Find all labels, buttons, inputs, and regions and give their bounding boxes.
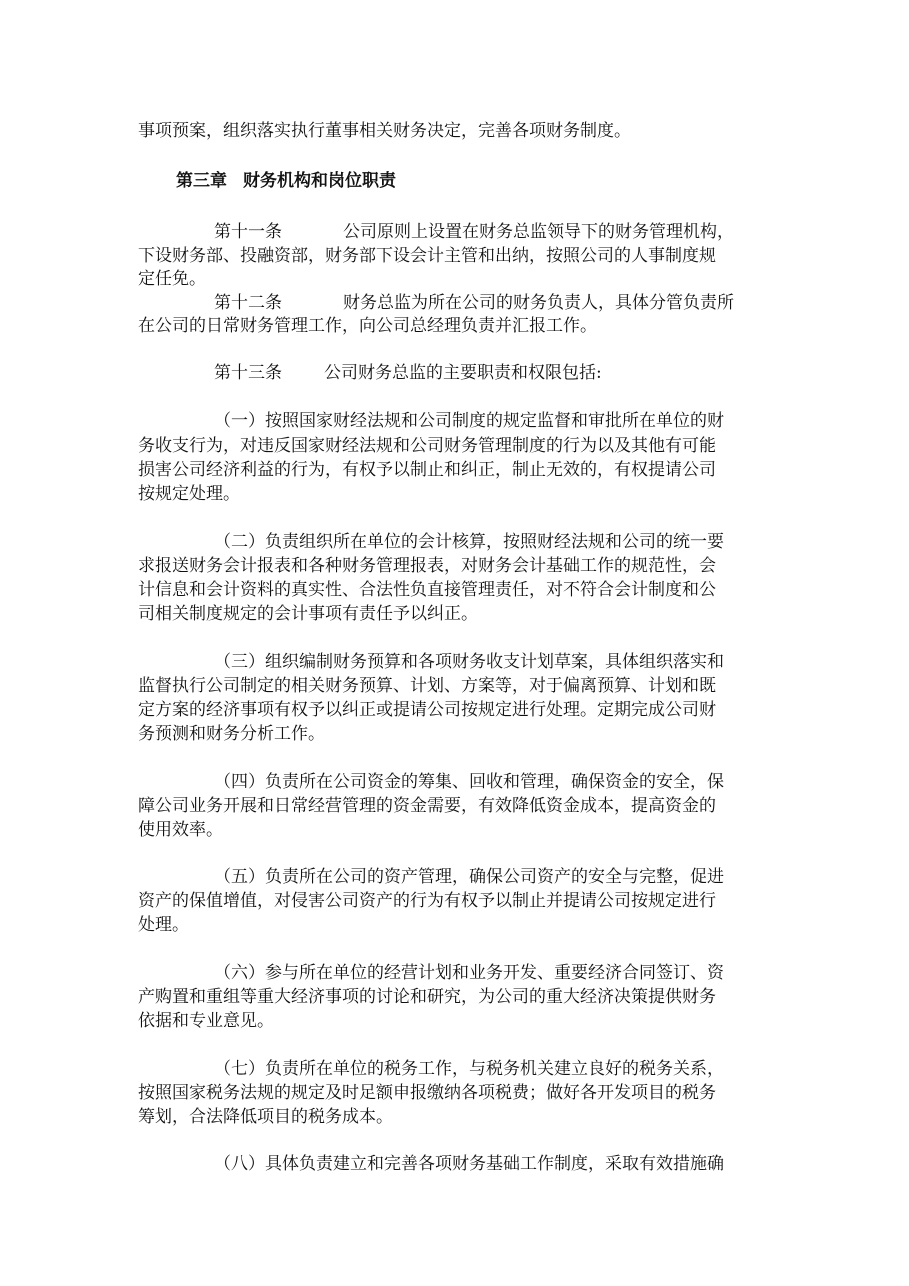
paragraph-line: 务收支行为，对违反国家财经法规和公司财务管理制度的行为以及其他有可能: [138, 436, 716, 456]
paragraph-line: （六）参与所在单位的经营计划和业务开发、重要经济合同签订、资: [214, 963, 724, 983]
paragraph-line: 障公司业务开展和日常经营管理的资金需要，有效降低资金成本，提高资金的: [138, 796, 716, 816]
paragraph-line: 监督执行公司制定的相关财务预算、计划、方案等，对于偏离预算、计划和既: [138, 676, 716, 696]
paragraph-line: 司相关制度规定的会计事项有责任予以纠正。: [138, 604, 478, 624]
article-number: 第十一条: [214, 222, 282, 242]
paragraph-line: 使用效率。: [138, 820, 223, 840]
paragraph-line: 务预测和财务分析工作。: [138, 724, 325, 744]
paragraph-line: 计信息和会计资料的真实性、合法性负直接管理责任，对不符合会计制度和公: [138, 580, 716, 600]
paragraph-line: （二）负责组织所在单位的会计核算，按照财经法规和公司的统一要: [214, 532, 724, 552]
paragraph-line: （七）负责所在单位的税务工作，与税务机关建立良好的税务关系，: [214, 1059, 724, 1079]
paragraph-line: 按照国家税务法规的规定及时足额申报缴纳各项税费；做好各开发项目的税务: [138, 1083, 716, 1103]
paragraph-line: 财务总监为所在公司的财务负责人，具体分管负责所: [343, 293, 734, 313]
paragraph-line: 处理。: [138, 915, 189, 935]
chapter-heading: [176, 169, 396, 193]
paragraph-line: （八）具体负责建立和完善各项财务基础工作制度，采取有效措施确: [214, 1154, 724, 1174]
paragraph-line: 下设财务部、投融资部，财务部下设会计主管和出纳，按照公司的人事制度规: [138, 246, 716, 266]
chapter-title: 财务机构和岗位职责: [243, 171, 396, 191]
paragraph-line: 资产的保值增值，对侵害公司资产的行为有权予以制止并提请公司按规定进行: [138, 891, 716, 911]
paragraph-line: （四）负责所在公司资金的筹集、回收和管理，确保资金的安全，保: [214, 772, 724, 792]
chapter-label: 第三章: [176, 171, 227, 191]
paragraph-line: 依据和专业意见。: [138, 1011, 274, 1031]
paragraph-line: 筹划，合法降低项目的税务成本。: [138, 1107, 393, 1127]
paragraph-line: 损害公司经济利益的行为，有权予以制止和纠正，制止无效的，有权提请公司: [138, 460, 716, 480]
paragraph-line: 求报送财务会计报表和各种财务管理报表，对财务会计基础工作的规范性，会: [138, 556, 716, 576]
paragraph-line: 公司财务总监的主要职责和权限包括:: [324, 363, 602, 383]
paragraph-line: 公司原则上设置在财务总监领导下的财务管理机构，: [343, 222, 734, 242]
paragraph-line: 产购置和重组等重大经济事项的讨论和研究，为公司的重大经济决策提供财务: [138, 987, 716, 1007]
paragraph-line: 按规定处理。: [138, 484, 240, 504]
article-number: 第十三条: [214, 363, 282, 383]
article-number: 第十二条: [214, 293, 282, 313]
paragraph-line: （一）按照国家财经法规和公司制度的规定监督和审批所在单位的财: [214, 411, 724, 431]
paragraph-line: 定任免。: [138, 269, 206, 289]
paragraph-line: 事项预案，组织落实执行董事相关财务决定，完善各项财务制度。: [138, 121, 631, 141]
paragraph-line: 在公司的日常财务管理工作，向公司总经理负责并汇报工作。: [138, 316, 597, 336]
paragraph-line: （三）组织编制财务预算和各项财务收支计划草案，具体组织落实和: [214, 652, 724, 672]
paragraph-line: 定方案的经济事项有权予以纠正或提请公司按规定进行处理。定期完成公司财: [138, 700, 716, 720]
paragraph-line: （五）负责所在公司的资产管理，确保公司资产的安全与完整，促进: [214, 867, 724, 887]
